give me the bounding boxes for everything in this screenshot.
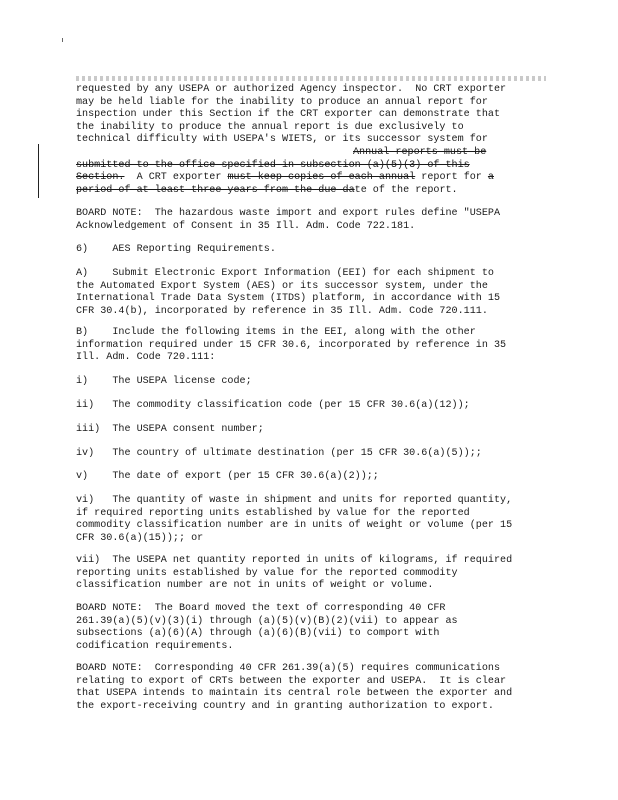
text-line: inspection under this Section if the CRT exporter can demonstrate that xyxy=(76,109,501,121)
text-line: may be held liable for the inability to produce an annual report for xyxy=(76,96,488,108)
text-line: the export-receiving country and in granting authorization to export. xyxy=(76,700,494,712)
text-line: i) The USEPA license code; xyxy=(76,376,252,387)
text-line: BOARD NOTE: Corresponding 40 CFR 261.39(a)(5) requires communications xyxy=(76,663,501,674)
deleted-text: a xyxy=(487,172,494,184)
text-segment: report for xyxy=(415,172,488,184)
text-line: ii) The commodity classification code (per 15 CFR 30.6(a)(12)); xyxy=(76,400,470,411)
board-note-2 xyxy=(76,603,546,653)
board-note-3 xyxy=(76,663,546,713)
deleted-text: submitted to the office specified in subsection (a)(5)(3) of this xyxy=(76,159,470,171)
text-line: iii) The USEPA consent number; xyxy=(76,424,264,435)
item-iii xyxy=(76,424,546,437)
text-line: International Trade Data System (ITDS) platform, in accordance with 15 xyxy=(76,293,501,305)
item-b xyxy=(76,327,546,365)
text-line: classification number are not in units of weight or volume. xyxy=(76,580,434,592)
text-segment: A CRT exporter xyxy=(124,172,228,184)
cut-off-text-line xyxy=(76,76,546,81)
item-iv xyxy=(76,448,546,461)
text-line: A) Submit Electronic Export Information (EEI) for each shipment to xyxy=(76,268,494,279)
text-line: CFR 30.4(b), incorporated by reference in 35 Ill. Adm. Code 720.111. xyxy=(76,305,488,317)
deleted-text: Section. xyxy=(76,172,125,184)
deleted-text: Annual reports must be xyxy=(353,146,487,158)
text-line: CFR 30.6(a)(15));; or xyxy=(76,532,204,544)
item-i xyxy=(76,376,546,389)
deleted-text: period of at least three years from the due da xyxy=(76,184,355,196)
text-line: 261.39(a)(5)(v)(3)(i) through (a)(5)(v)(B)(2)(vii) to appear as xyxy=(76,615,458,627)
item-vii xyxy=(76,555,546,593)
revision-bar xyxy=(38,144,39,198)
text-segment: te of the report. xyxy=(354,184,458,196)
text-line: BOARD NOTE: The Board moved the text of corresponding 40 CFR xyxy=(76,603,446,614)
item-a xyxy=(76,268,546,318)
paragraph-annual-report xyxy=(76,84,546,197)
page-mark xyxy=(62,38,63,42)
text-line: reporting units established by value for the reported commodity xyxy=(76,567,458,579)
text-line: relating to export of CRTs between the exporter and USEPA. It is clear xyxy=(76,675,507,687)
text-line: B) Include the following items in the EEI, along with the other xyxy=(76,327,476,338)
text-line: vii) The USEPA net quantity reported in units of kilograms, if required xyxy=(76,555,513,566)
item-v xyxy=(76,471,546,484)
text-line: Acknowledgement of Consent in 35 Ill. Adm. Code 722.181. xyxy=(76,220,416,232)
text-line: commodity classification number are in units of weight or volume (per 15 xyxy=(76,520,513,532)
text-line: information required under 15 CFR 30.6, incorporated by reference in 35 xyxy=(76,339,507,351)
text-line: subsections (a)(6)(A) through (a)(6)(B)(vii) to comport with xyxy=(76,628,440,640)
text-line: Ill. Adm. Code 720.111: xyxy=(76,352,216,364)
section-heading xyxy=(76,244,546,257)
item-vi xyxy=(76,495,546,545)
text-line: technical difficulty with USEPA's WIETS, or its successor system for xyxy=(76,134,488,146)
text-line: BOARD NOTE: The hazardous waste import and export rules define "USEPA xyxy=(76,208,501,219)
item-ii xyxy=(76,400,546,413)
board-note-1 xyxy=(76,208,546,233)
text-line: v) The date of export (per 15 CFR 30.6(a)(2));; xyxy=(76,471,379,482)
deleted-text: must keep copies of each annual xyxy=(227,172,416,184)
text-line: iv) The country of ultimate destination (per 15 CFR 30.6(a)(5));; xyxy=(76,448,482,459)
text-line: the inability to produce the annual report is due exclusively to xyxy=(76,121,464,133)
text-line: the Automated Export System (AES) or its successor system, under the xyxy=(76,280,488,292)
text-line: 6) AES Reporting Requirements. xyxy=(76,244,276,255)
text-line: vi) The quantity of waste in shipment and units for reported quantity, xyxy=(76,495,513,506)
text-line: codification requirements. xyxy=(76,640,234,652)
text-line: requested by any USEPA or authorized Agency inspector. No CRT exporter xyxy=(76,84,507,95)
text-line: that USEPA intends to maintain its central role between the exporter and xyxy=(76,688,513,700)
text-line: if required reporting units established by value for the reported xyxy=(76,507,470,519)
